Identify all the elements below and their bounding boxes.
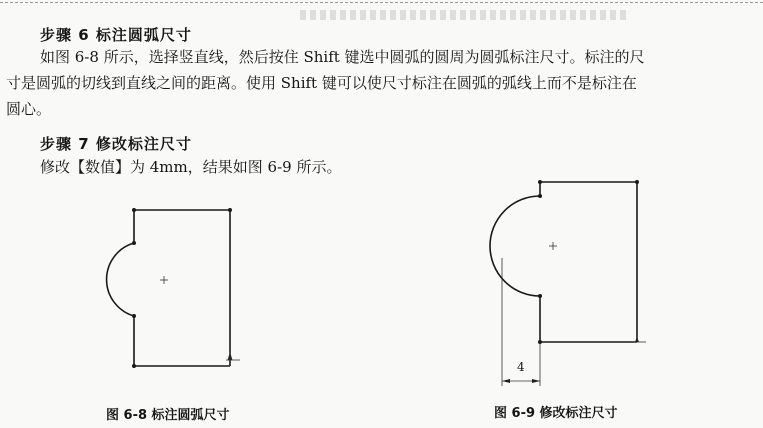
step7-heading: 步骤 7 修改标注尺寸 xyxy=(40,135,192,153)
step6-line3: 圆心。 xyxy=(6,100,52,118)
figure-6-9-dimension-label: 4 xyxy=(517,360,525,374)
figure-6-8-caption: 图 6-8 标注圆弧尺寸 xyxy=(106,408,230,423)
step6-line2: 寸是圆弧的切线到直线之间的距离。使用 Shift 键可以使尺寸标注在圆弧的弧线上而不是标注在 xyxy=(6,74,637,92)
figure-6-9-caption: 图 6-9 修改标注尺寸 xyxy=(494,406,618,421)
step6-heading: 步骤 6 标注圆弧尺寸 xyxy=(40,26,192,44)
step7-line1: 修改【数值】为 4mm，结果如图 6-9 所示。 xyxy=(40,158,342,176)
step6-line1: 如图 6-8 所示，选择竖直线，然后按住 Shift 键选中圆弧的圆周为圆弧标注尺寸。标注的尺 xyxy=(40,48,645,66)
